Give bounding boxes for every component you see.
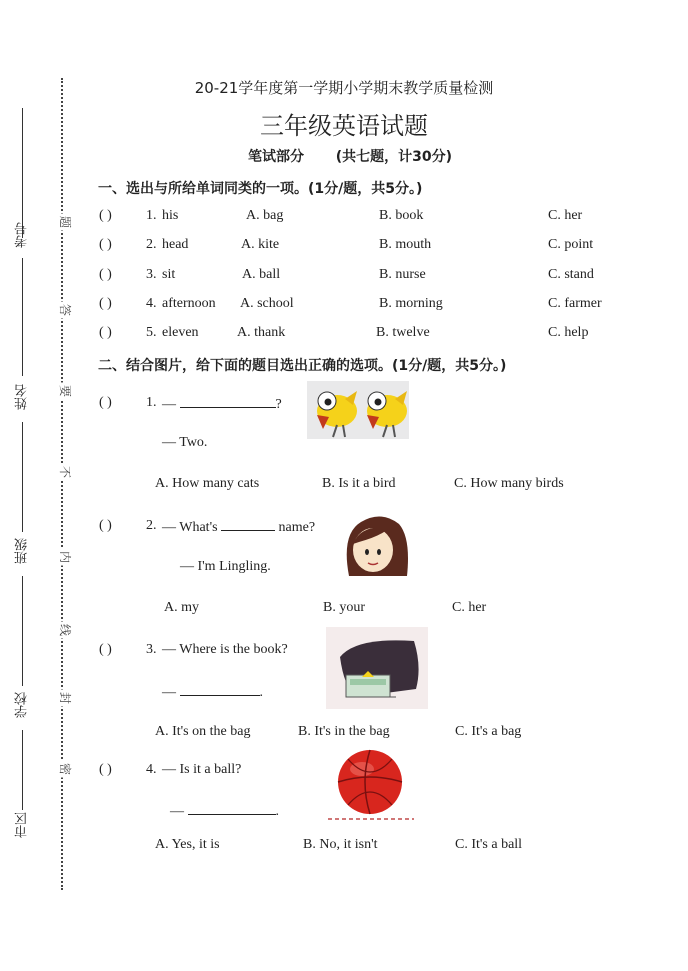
option-b: B. No, it isn't: [303, 837, 378, 852]
reply-dash: —: [170, 804, 184, 819]
option-c: C. How many birds: [454, 476, 564, 491]
option-c: C. her: [452, 600, 487, 615]
question-number: 2.: [146, 237, 157, 252]
question-number: 4.: [146, 762, 157, 777]
option-a: A. kite: [241, 237, 280, 252]
option-a: A. thank: [237, 325, 286, 340]
seal-char: 内: [59, 549, 72, 564]
binding-line-2: [22, 258, 23, 376]
section2-heading: 二、结合图片，给下面的题目选出正确的选项。(1分/题，共5分。): [98, 358, 507, 374]
question-number: 4.: [146, 296, 157, 311]
binding-line-3: [22, 422, 23, 532]
label-school: 学校: [14, 692, 29, 718]
option-a: A. How many cats: [155, 476, 260, 491]
answer-bracket[interactable]: ( ): [99, 208, 112, 223]
seal-char: 题: [59, 214, 72, 229]
prompt-end: ?: [275, 397, 282, 412]
option-a: A. school: [240, 296, 294, 311]
answer-blank[interactable]: [188, 802, 276, 815]
option-b: B. your: [323, 600, 365, 615]
subject-title: 三年级英语试题: [260, 112, 428, 140]
question-word: eleven: [162, 325, 199, 340]
answer-bracket[interactable]: ( ): [99, 395, 112, 410]
seal-char: 答: [59, 302, 72, 317]
answer-bracket[interactable]: ( ): [99, 518, 112, 533]
prompt-start: — What's: [162, 520, 218, 535]
seal-char: 密: [59, 761, 72, 776]
answer-bracket[interactable]: ( ): [99, 325, 112, 340]
seal-char: 不: [59, 464, 72, 479]
answer-blank[interactable]: [180, 395, 276, 408]
option-c: C. point: [548, 237, 594, 252]
reply-dash: —: [162, 685, 176, 700]
binding-line-4: [22, 576, 23, 686]
option-a: A. Yes, it is: [155, 837, 220, 852]
label-name: 姓名: [14, 384, 29, 410]
question-line: [162, 395, 282, 413]
seal-char: 线: [59, 622, 72, 637]
binding-line-5: [22, 730, 23, 810]
option-c: C. her: [548, 208, 583, 223]
section1-heading: 一、选出与所给单词同类的一项。(1分/题，共5分。): [98, 181, 423, 197]
answer-blank[interactable]: [180, 683, 260, 696]
option-b: B. nurse: [379, 267, 426, 282]
answer-bracket[interactable]: ( ): [99, 296, 112, 311]
option-a: A. ball: [242, 267, 281, 282]
question-number: 1.: [146, 208, 157, 223]
option-b: B. Is it a bird: [322, 476, 396, 491]
answer-bracket[interactable]: ( ): [99, 237, 112, 252]
label-class: 班级: [14, 538, 29, 564]
question-number: 3.: [146, 267, 157, 282]
option-b: B. twelve: [376, 325, 430, 340]
question-number: 3.: [146, 642, 157, 657]
answer-bracket[interactable]: ( ): [99, 762, 112, 777]
reply-line: [162, 683, 263, 701]
reply-line: [170, 802, 279, 820]
option-b: B. morning: [379, 296, 443, 311]
reply-line: — I'm Lingling.: [180, 559, 271, 574]
option-c: C. It's a ball: [455, 837, 523, 852]
part-title-line: [248, 146, 452, 166]
exam-title: 20-21学年度第一学期小学期末教学质量检测: [194, 79, 494, 97]
question-line: [162, 518, 315, 536]
question-number: 2.: [146, 518, 157, 533]
question-word: afternoon: [162, 296, 216, 311]
option-c: C. stand: [548, 267, 594, 282]
part-title: 笔试部分: [248, 149, 304, 165]
question-word: head: [162, 237, 189, 252]
ball-picture: [326, 745, 416, 823]
two-birds-picture: [307, 381, 409, 439]
reply-end: .: [259, 685, 263, 700]
answer-blank[interactable]: [221, 518, 275, 531]
question-word: his: [162, 208, 179, 223]
option-a: A. It's on the bag: [155, 724, 251, 739]
prompt-dash: —: [162, 397, 176, 412]
reply-end: .: [275, 804, 279, 819]
option-b: B. book: [379, 208, 424, 223]
question-prompt: — Is it a ball?: [162, 762, 242, 777]
seal-char: 封: [59, 690, 72, 705]
part-note: (共七题，计30分): [335, 149, 453, 165]
option-c: C. It's a bag: [455, 724, 522, 739]
option-a: A. my: [164, 600, 199, 615]
option-b: B. It's in the bag: [298, 724, 390, 739]
label-district: 市区: [14, 812, 29, 838]
option-a: A. bag: [246, 208, 284, 223]
prompt-end: name?: [278, 520, 316, 535]
girl-face-picture: [341, 514, 411, 579]
seal-char: 要: [59, 383, 72, 398]
answer-bracket[interactable]: ( ): [99, 267, 112, 282]
reply-line: — Two.: [162, 435, 208, 450]
option-c: C. help: [548, 325, 589, 340]
question-prompt: — Where is the book?: [162, 642, 288, 657]
label-exam-number: 考号: [14, 222, 29, 248]
question-number: 5.: [146, 325, 157, 340]
question-number: 1.: [146, 395, 157, 410]
option-c: C. farmer: [548, 296, 602, 311]
question-word: sit: [162, 267, 176, 282]
answer-bracket[interactable]: ( ): [99, 642, 112, 657]
book-in-bag-picture: [326, 627, 428, 709]
option-b: B. mouth: [379, 237, 432, 252]
